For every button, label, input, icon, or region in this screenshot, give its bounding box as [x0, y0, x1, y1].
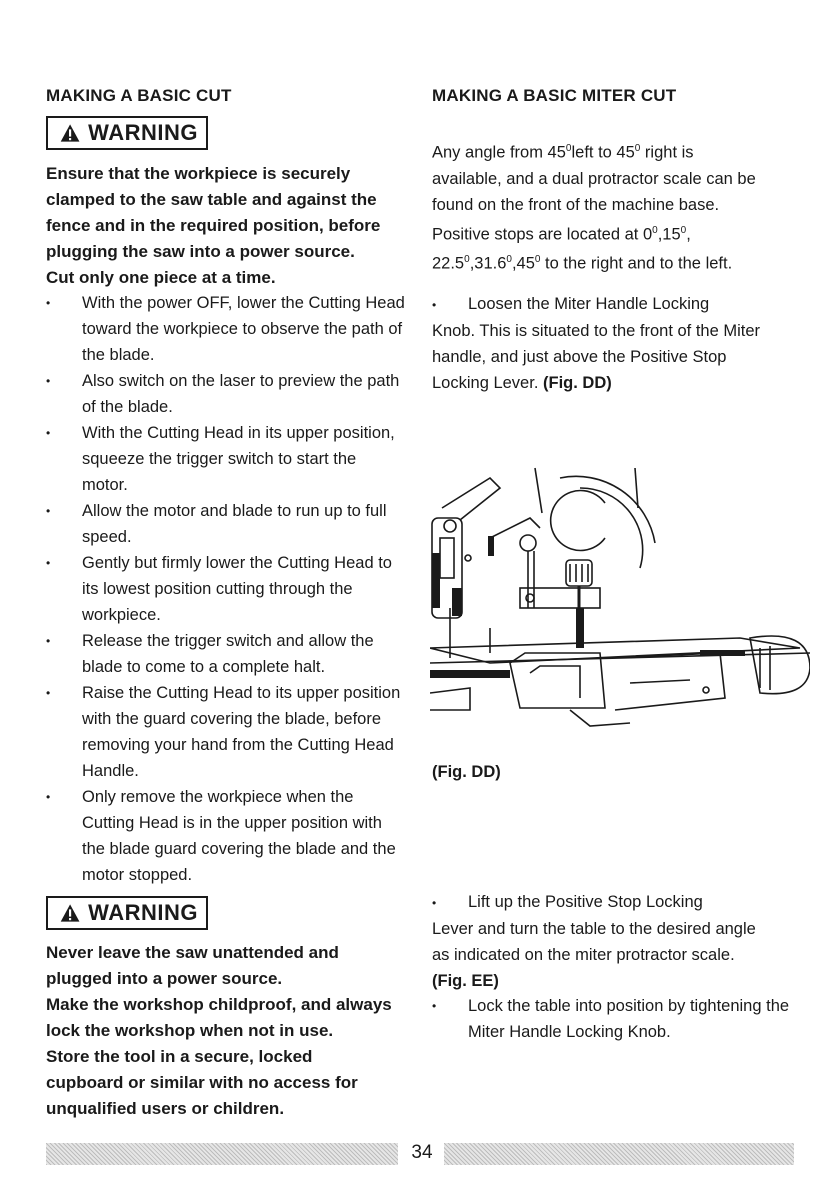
list-item: • Release the trigger switch and allow the blade to come to a complete halt.	[46, 628, 406, 680]
list-item: • Gently but firmly lower the Cutting Head to its lowest position cutting through the workpiece.	[46, 550, 406, 628]
list-item: • Only remove the workpiece when the Cutting Head is in the upper position with the blade guard covering the blade and the motor stopped.	[46, 784, 406, 888]
warning-label: WARNING	[88, 120, 198, 145]
list-item: • Allow the motor and blade to run up to full speed.	[46, 498, 406, 550]
warning-text-1: Ensure that the workpiece is securely clamped to the saw table and against the fence and in the required position, before plugging the saw into a power source. Cut only one piece at a time.	[46, 164, 381, 287]
list-item: • Lock the table into position by tightening the Miter Handle Locking Knob.	[432, 993, 802, 1045]
miter-saw-figure	[430, 448, 810, 738]
warning-box-2	[46, 896, 208, 930]
footer-bar-right	[444, 1143, 794, 1165]
section-heading-basic-cut: MAKING A BASIC CUT	[46, 86, 232, 105]
footer-bar-left	[46, 1143, 398, 1165]
miter-step-3-list	[432, 993, 802, 1045]
cut-steps-list	[46, 290, 406, 888]
miter-step-2: • Lift up the Positive Stop Locking Lever and turn the table to the desired angle as indicated on the miter protractor scale. (Fig. EE)	[432, 893, 756, 990]
list-item: • With the Cutting Head in its upper position, squeeze the trigger switch to start the motor.	[46, 420, 406, 498]
warning-triangle-icon	[60, 120, 80, 146]
warning-label: WARNING	[88, 900, 198, 925]
list-item: • Raise the Cutting Head to its upper position with the guard covering the blade, before removing your hand from the Cutting Head Handle.	[46, 680, 406, 784]
figure-caption-dd: (Fig. DD)	[432, 763, 501, 781]
warning-text-2: Never leave the saw unattended and plugged into a power source. Make the workshop childproof, and always lock the workshop when not in use. Store the tool in a secure, locked cupboard or similar with no access for unqualified users or children.	[46, 943, 392, 1118]
warning-box-1	[46, 116, 208, 150]
page-number: 34	[411, 1142, 433, 1163]
warning-triangle-icon	[60, 900, 80, 926]
miter-step-1: • Loosen the Miter Handle Locking Knob. This is situated to the front of the Miter handle, and just above the Positive Stop Locking Lever. (Fig. DD)	[432, 295, 761, 392]
section-heading-miter-cut: MAKING A BASIC MITER CUT	[432, 86, 677, 105]
list-item: • Also switch on the laser to preview the path of the blade.	[46, 368, 406, 420]
miter-intro-paragraph: Any angle from $45^0left$ to $45^0$ right is available, and a dual protractor scale can be found on the front of the machine base. Positive stops are located at $0^0,15^0$, $22.5^0,31.6^0,45^0$ to the right and to the left.	[432, 143, 756, 273]
list-item: • With the power OFF, lower the Cutting Head toward the workpiece to observe the path of the blade.	[46, 290, 406, 368]
